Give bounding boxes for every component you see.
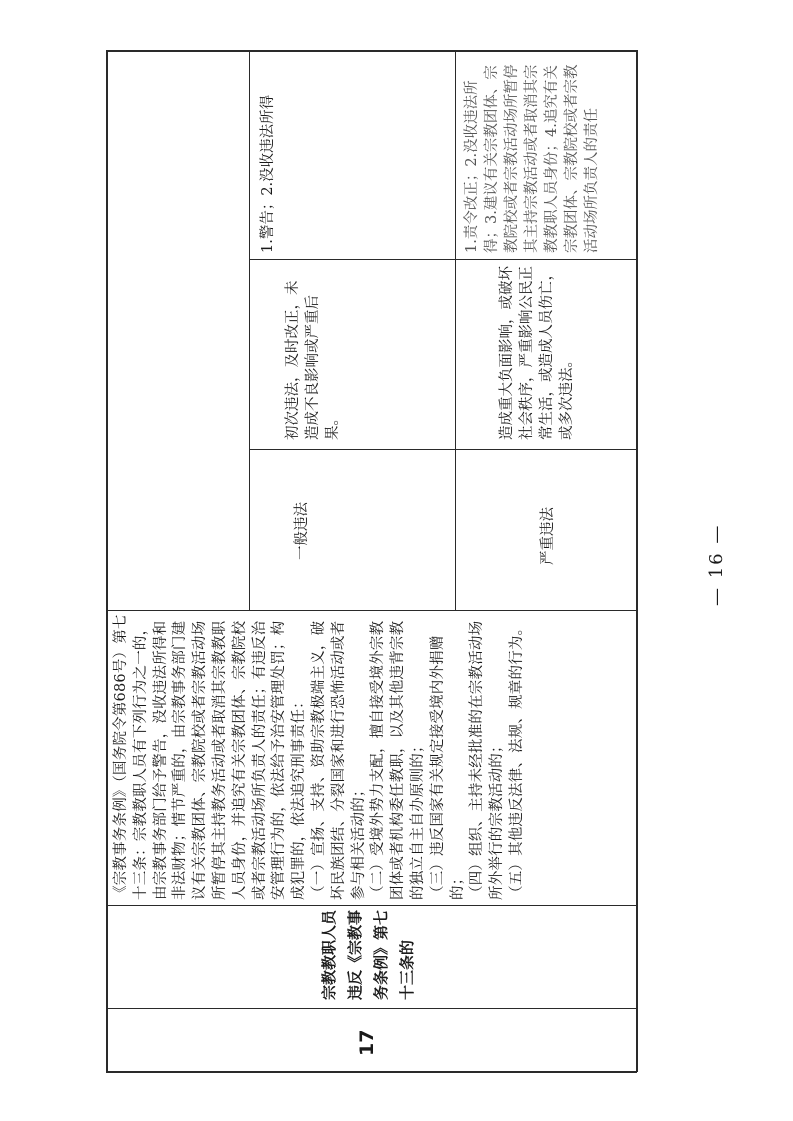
basis-clause-3: （三）违反国家有关规定接受境内外捐赠的； (429, 635, 466, 900)
circumstance-general: 初次违法，及时改正，未造成不良影响或严重后果。 (285, 280, 341, 440)
level-general: 一般违法 (294, 502, 310, 560)
border-left (106, 50, 108, 1072)
penalty-serious: 1.责令改正；2.没收违法所得；3.建议有关宗教团体、宗教院校或者宗教活动场所暂停其主持宗教活动或者取消其宗教教职人员身份；4.追究有关宗教团体、宗教院校或者宗教活动场所负责人的责任 (464, 64, 600, 253)
border-bottom (106, 1071, 637, 1073)
sep-number-name (106, 1008, 637, 1009)
basis-clause-1: （一）宣扬、支持、资助宗教极端主义，破坏民族团结、分裂国家和进行恐怖活动或者参与相关活动的； (310, 620, 367, 900)
page-number: — 16 — (706, 523, 727, 606)
basis-clause-5: （五）其他违反法律、法规、规章的行为。 (508, 620, 525, 900)
sep-basis-level (106, 610, 637, 611)
basis-clause-4: （四）组织、主持未经批准的在宗教活动场所外举行的宗教活动的； (469, 620, 506, 900)
sep-general-serious (455, 50, 456, 611)
sep-circ-penalty (249, 259, 637, 260)
item-name: 宗教教职人员违反《宗教事务条例》第七十三条的 (320, 909, 416, 1000)
border-right (636, 50, 638, 1072)
penalty-general: 1.警告；2.没收违法所得 (260, 94, 276, 253)
sep-basis-upper (249, 50, 250, 611)
basis-clause-main: 《宗教事务条例》（国务院令第686号）第七十三条：宗教教职人员有下列行为之一的，由宗教事务部门给予警告，没收违法所得和非法财物；情节严重的，由宗教事务部门建议有关宗教团体、宗教院校或者宗教活动场所暂停其主持教务活动或者取消其宗教教职人员身份，并追究有关宗教团体、宗教院校或者宗教活动场所负责人的责任；有违反治安管理行为的，依法给予治安管理处罚；构成犯罪的，依法追究刑事责任： (113, 614, 308, 900)
legal-basis (112, 612, 632, 900)
row-number: 17 (356, 1029, 378, 1056)
level-serious: 严重违法 (540, 507, 556, 565)
basis-clause-2: （二）受境外势力支配，擅自接受境外宗教团体或者机构委任教职，以及其他违背宗教的独立自主自办原则的； (370, 620, 426, 900)
sep-name-basis (106, 905, 637, 906)
circumstance-serious: 造成重大负面影响，或破坏社会秩序，严重影响公民正常生活，或造成人员伤亡，或多次违法。 (499, 266, 575, 440)
border-top (106, 50, 637, 52)
